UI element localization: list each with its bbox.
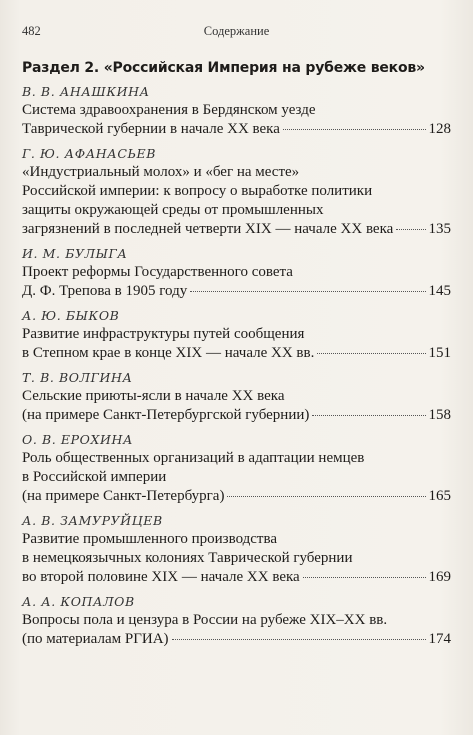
entry-last-line: [22, 282, 451, 301]
section-title: Раздел 2. «Российская Империя на рубеже веков»: [22, 60, 425, 76]
dot-leader: [190, 291, 425, 292]
entry-author: В. В. АНАШКИНА: [22, 84, 150, 99]
entry-title-line: Роль общественных организаций в адаптации немцев: [22, 450, 365, 466]
entry-last-line: [22, 220, 451, 239]
entry-title-line: «Индустриальный молох» и «бег на месте»: [22, 164, 300, 180]
entry-title-line: (по материалам РГИА): [22, 631, 169, 647]
entry-title-line: Система здравоохранения в Бердянском уезде: [22, 102, 316, 118]
entry-author: Т. В. ВОЛГИНА: [22, 370, 133, 385]
entry-page-number: 151: [428, 345, 451, 361]
entry-last-line: [22, 120, 451, 139]
dot-leader: [283, 129, 426, 130]
toc-entry: [22, 82, 451, 139]
entry-page-number: 158: [428, 407, 451, 423]
entry-title-line: Вопросы пола и цензура в России на рубеже XIX–XX вв.: [22, 612, 388, 628]
entry-title-line: в Российской империи: [22, 469, 167, 485]
table-of-contents: [22, 58, 451, 654]
entry-title-line: Развитие промышленного производства: [22, 531, 278, 547]
entry-page-number: 145: [428, 283, 451, 299]
toc-entry: [22, 592, 451, 649]
entry-page-number: 174: [428, 631, 451, 647]
entry-author: А. А. КОПАЛОВ: [22, 594, 135, 609]
dot-leader: [172, 639, 426, 640]
entry-author: О. В. ЕРОХИНА: [22, 432, 134, 447]
dot-leader: [312, 415, 425, 416]
entry-title-line: Проект реформы Государственного совета: [22, 264, 293, 280]
toc-entry: [22, 368, 451, 425]
entry-title-line: (на примере Санкт-Петербурга): [22, 488, 225, 504]
entry-title-line: Таврической губернии в начале XX века: [22, 121, 280, 137]
entry-title-line: Сельские приюты-ясли в начале XX века: [22, 388, 285, 404]
entry-last-line: [22, 344, 451, 363]
entry-author: А. Ю. БЫКОВ: [22, 308, 120, 323]
entry-author: А. В. ЗАМУРУЙЦЕВ: [22, 513, 163, 528]
dot-leader: [227, 496, 425, 497]
toc-entry: [22, 144, 451, 239]
entry-title-line: во второй половине XIX — начале XX века: [22, 569, 300, 585]
entry-page-number: 165: [428, 488, 451, 504]
page-header: [22, 24, 451, 42]
entry-title-line: (на примере Санкт-Петербургской губернии): [22, 407, 310, 423]
entry-page-number: 128: [428, 121, 451, 137]
running-title: Содержание: [203, 24, 270, 38]
entry-last-line: [22, 406, 451, 425]
entry-page-number: 169: [428, 569, 451, 585]
page-number: 482: [22, 24, 41, 38]
entry-title-line: загрязнений в последней четверти XIX — начале XX века: [22, 221, 394, 237]
entry-title-line: в немецкоязычных колониях Таврической губернии: [22, 550, 353, 566]
entry-last-line: [22, 630, 451, 649]
toc-entry: [22, 244, 451, 301]
entry-page-number: 135: [428, 221, 451, 237]
dot-leader: [396, 229, 425, 230]
entry-author: Г. Ю. АФАНАСЬЕВ: [22, 146, 157, 161]
entry-title-line: Д. Ф. Трепова в 1905 году: [22, 283, 188, 299]
dot-leader: [303, 577, 426, 578]
dot-leader: [317, 353, 425, 354]
entry-title-line: Российской империи: к вопросу о выработке политики: [22, 183, 373, 199]
entry-title-line: в Степном крае в конце XIX — начале XX вв.: [22, 345, 315, 361]
entry-author: И. М. БУЛЫГА: [22, 246, 128, 261]
entry-last-line: [22, 487, 451, 506]
toc-entry: [22, 511, 451, 587]
entry-last-line: [22, 568, 451, 587]
toc-entry: [22, 430, 451, 506]
toc-entry: [22, 306, 451, 363]
entry-title-line: Развитие инфраструктуры путей сообщения: [22, 326, 305, 342]
entry-title-line: защиты окружающей среды от промышленных: [22, 202, 324, 218]
